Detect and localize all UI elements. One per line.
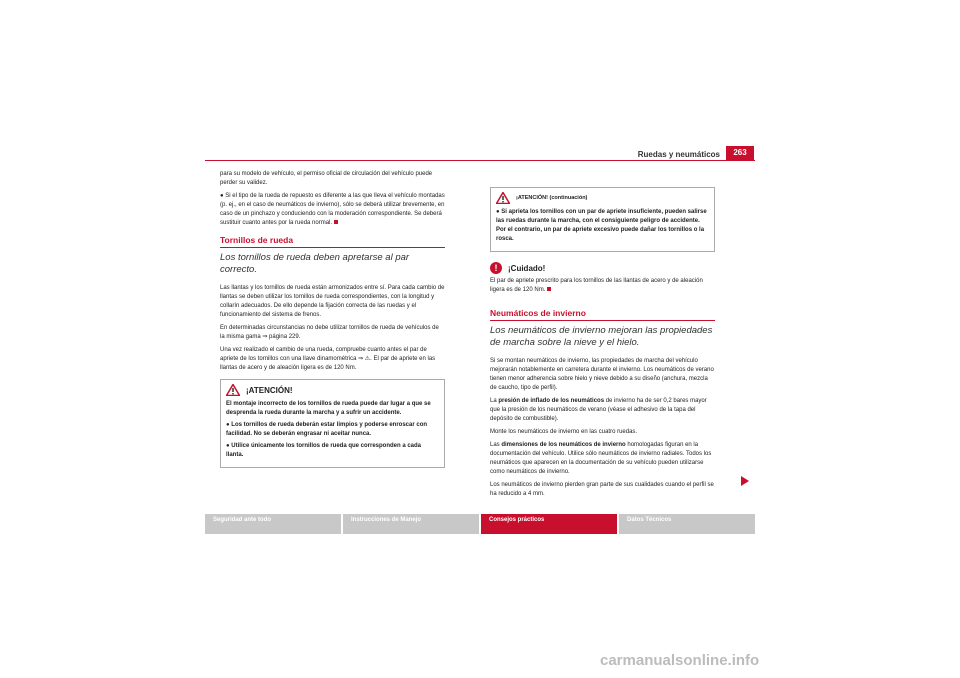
intro-paragraph: para su modelo de vehículo, el permiso oficial de circulación del vehículo puede perder su validez.	[220, 171, 433, 186]
tab-consejos[interactable]: Consejos prácticos	[481, 514, 617, 534]
warning-bullet-1-text: Los tornillos de rueda deberán estar limpios y poderse enroscar con facilidad. No se deberán engrasar ni aceitar nunca.	[226, 422, 428, 437]
right-column	[490, 187, 715, 503]
end-marker-icon	[334, 220, 338, 224]
header-divider	[205, 160, 755, 161]
section-subtitle-tornillos: Los tornillos de rueda deben apretarse al par correcto.	[220, 252, 410, 275]
warning-paragraph: El montaje incorrecto de los tornillos de rueda puede dar lugar a que se desprenda la rueda durante la marcha y a sufrir un accidente.	[226, 401, 431, 416]
warning-continuation-bullet-text: Si aprieta los tornillos con un par de apriete insuficiente, pueden salirse las ruedas durante la marcha, con el consiguiente peligro de accidente. Por el contrario, un par de apriete excesivo puede dañar los tornillos o la rosca.	[496, 209, 707, 242]
warning-triangle-icon	[496, 192, 510, 204]
section-subtitle-invierno: Los neumáticos de invierno mejoran las propiedades de marcha sobre la nieve y el hielo.	[490, 325, 713, 348]
paragraph-llantas: Las llantas y los tornillos de rueda están armonizados entre sí. Para cada cambio de llantas se deben utilizar los tornillos de rueda correspondientes, con la longitud y collarín adecuados. De ello depende la fijación correcta de las ruedas y el funcionamiento del sistema de frenos.	[220, 285, 445, 318]
next-page-arrow-icon[interactable]	[741, 476, 749, 486]
warning-triangle-icon	[226, 384, 240, 396]
warning-box	[220, 379, 445, 468]
bullet-spare-wheel-text: Si el tipo de la rueda de repuesto es diferente a las que lleva el vehículo montadas (p. ej., en el caso de neumáticos de invierno), sólo se deberá utilizar brevemente, en caso de un pinchazo y conduciendo con la moderación correspondiente. Se deberá sustituir cuanto antes por la rueda normal.	[220, 193, 445, 226]
watermark: carmanualsonline.info	[600, 652, 760, 669]
chapter-tabs	[205, 514, 755, 534]
paragraph-cuatro-ruedas: Monte los neumáticos de invierno en las cuatro ruedas.	[490, 429, 638, 435]
care-header	[490, 262, 715, 274]
section-title-invierno: Neumáticos de invierno	[490, 308, 586, 318]
paragraph-presion	[490, 397, 715, 424]
exclamation-icon: !	[490, 262, 502, 274]
warning-continuation-header	[496, 192, 709, 204]
paragraph-dimensiones	[490, 441, 715, 477]
warning-continuation-box	[490, 187, 715, 252]
warning-continuation-body	[496, 208, 709, 244]
tab-instrucciones[interactable]: Instrucciones de Manejo	[343, 514, 479, 534]
presion-lead: La	[490, 398, 499, 404]
section-divider	[220, 247, 445, 248]
paragraph-invierno-intro: Si se montan neumáticos de invierno, las propiedades de marcha del vehículo mejorarán notablemente en carretera durante el invierno. Los neumáticos de verano tienen menor adherencia sobre hielo y nieve debido a su diseño (anchura, mezcla de caucho, tipo de perfil).	[490, 358, 714, 391]
left-column	[220, 170, 445, 472]
paragraph-par-apriete: Una vez realizado el cambio de una rueda, compruebe cuanto antes el par de apriete de los tornillos con una llave dinamométrica ⇒ ⚠. El par de apriete en las llantas de acero y de aleación ligera es de 120 Nm.	[220, 347, 436, 371]
page-number-badge: 263	[726, 146, 754, 160]
care-title: ¡Cuidado!	[508, 263, 546, 273]
section-title-tornillos: Tornillos de rueda	[220, 235, 294, 245]
care-text: El par de apriete prescrito para los tornillos de las llantas de acero y de aleación ligera es de 120 Nm.	[490, 278, 703, 293]
end-marker-icon	[547, 287, 551, 291]
warning-bullet-2: ● Utilice únicamente los tornillos de rueda que corresponden a cada llanta.	[226, 443, 422, 458]
paragraph-perfil: Los neumáticos de invierno pierden gran parte de sus cualidades cuando el perfil se ha reducido a 4 mm.	[490, 482, 714, 497]
presion-bold: presión de inflado de los neumáticos	[498, 398, 605, 404]
tab-seguridad[interactable]: Seguridad ante todo	[205, 514, 341, 534]
warning-header	[226, 384, 439, 396]
page-header-title: Ruedas y neumáticos	[637, 150, 720, 159]
warning-bullet-2-text: Utilice únicamente los tornillos de rueda que corresponden a cada llanta.	[226, 443, 422, 458]
bullet-spare-wheel: ● Si el tipo de la rueda de repuesto es diferente a las que lleva el vehículo montadas (p. ej., en el caso de neumáticos de invierno), sólo se deberá utilizar brevemente, en caso de un pinchazo y conduciendo con la moderación correspondiente. Se deberá sustituir cuanto antes por la rueda normal.	[220, 193, 445, 226]
care-paragraph	[490, 277, 715, 295]
tab-datos[interactable]: Datos Técnicos	[619, 514, 755, 534]
warning-continuation-bullet: ● Si aprieta los tornillos con un par de apriete insuficiente, pueden salirse las ruedas durante la marcha, con el consiguiente peligro de accidente. Por el contrario, un par de apriete excesivo puede dañar los tornillos o la rosca.	[496, 209, 707, 242]
presion-rest: de invierno ha de ser 0,2 bares mayor que la presión de los neumáticos de verano (véase el adhesivo de la tapa del depósito de combustible).	[490, 398, 707, 422]
warning-bullet-1: ● Los tornillos de rueda deberán estar limpios y poderse enroscar con facilidad. No se deberán engrasar ni aceitar nunca.	[226, 422, 428, 437]
section-divider	[490, 320, 715, 321]
dimensiones-lead: Las	[490, 442, 502, 448]
dimensiones-rest: homologadas figuran en la documentación del vehículo. Utilice sólo neumáticos de invierno radiales. Todos los neumáticos que aparecen en la documentación de su vehículo pueden utilizarse como neumáticos de invierno.	[490, 442, 712, 475]
warning-title: ¡ATENCIÓN!	[246, 385, 293, 395]
warning-continuation-title: ¡ATENCIÓN! (continuación)	[516, 194, 588, 201]
paragraph-circunstancias: En determinadas circunstancias no debe utilizar tornillos de rueda de vehículos de la misma gama ⇒ página 229.	[220, 325, 439, 340]
dimensiones-bold: dimensiones de los neumáticos de invierno	[501, 442, 626, 448]
warning-body	[226, 400, 439, 460]
